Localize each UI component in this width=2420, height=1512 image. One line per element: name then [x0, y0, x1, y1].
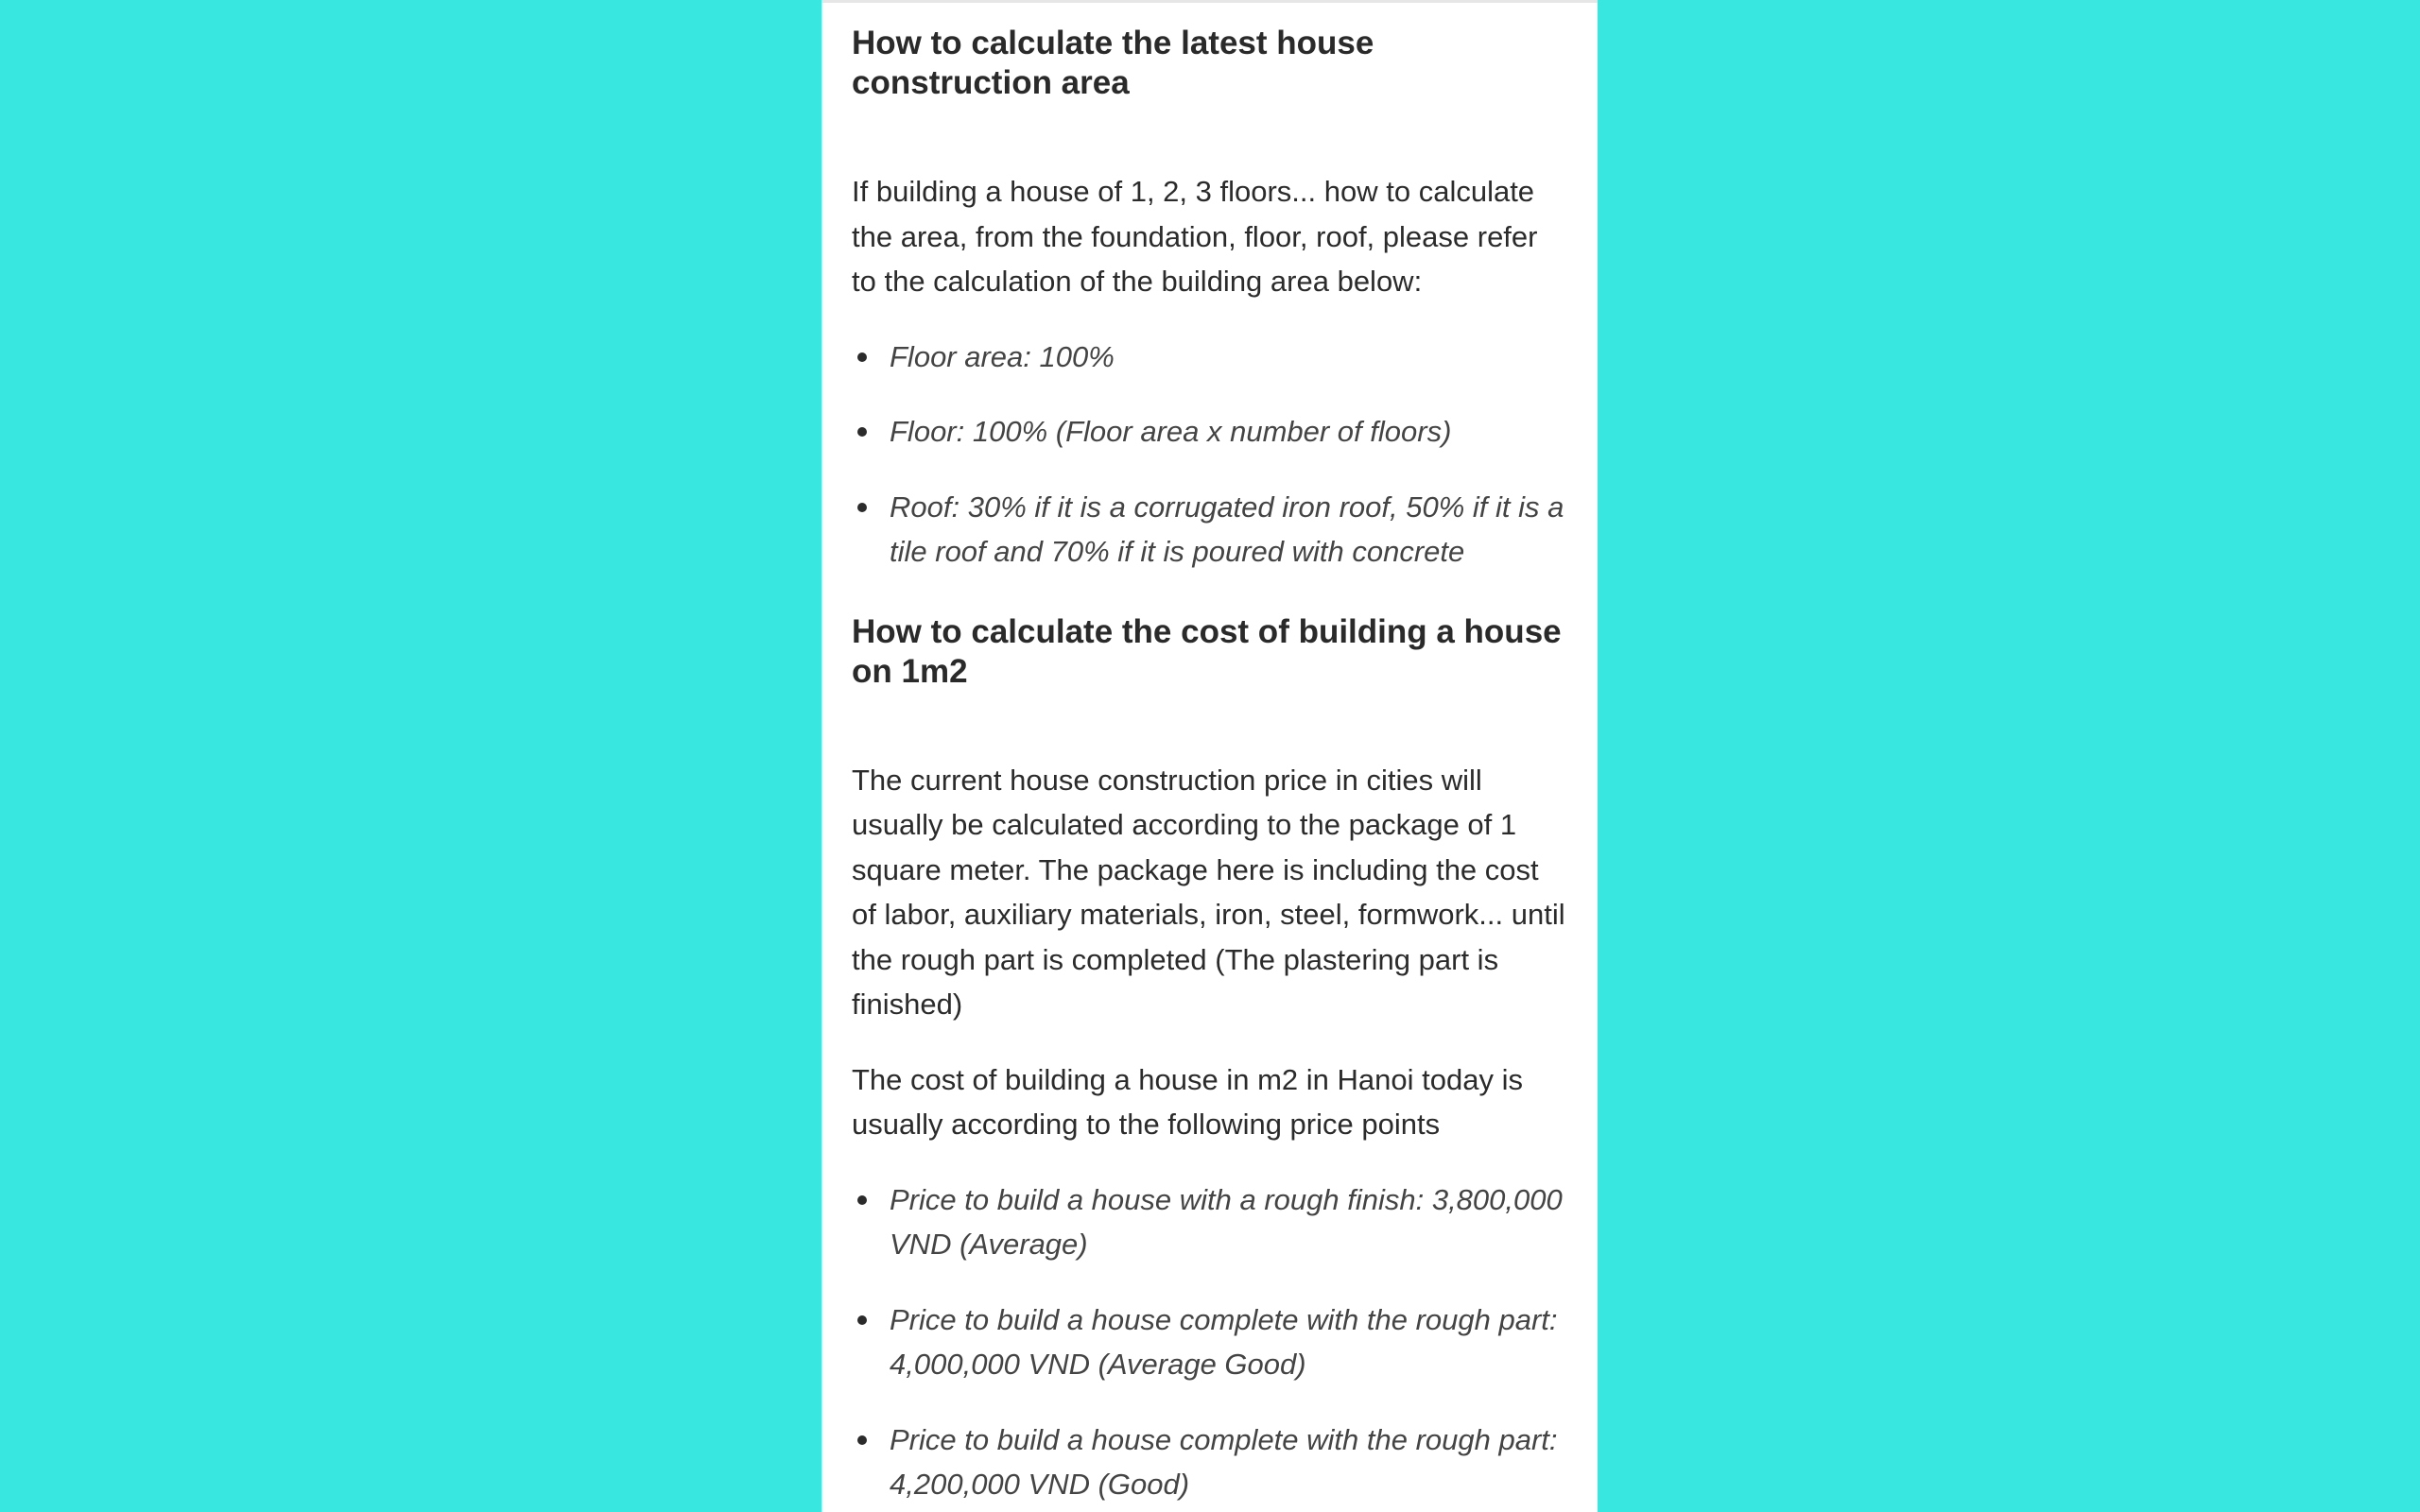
- list-item: [852, 485, 1569, 575]
- section-heading-construction-area: How to calculate the latest house construction area: [852, 25, 1374, 101]
- section-heading-cost-per-m2: How to calculate the cost of building a house on 1m2: [852, 612, 1562, 690]
- bullet-icon: [857, 1435, 867, 1445]
- area-list: [852, 335, 1569, 575]
- bullet-icon: [857, 427, 867, 437]
- list-item: [852, 1418, 1569, 1507]
- list-item: [852, 335, 1569, 380]
- list-item: [852, 1177, 1569, 1267]
- cost-paragraph: The current house construction price in cities will usually be calculated according to the package of 1 square meter. The package here is including the cost of labor, auxiliary materials, iron, steel, formwork... until the rough part is completed (The plastering part is finished): [852, 763, 1565, 1021]
- list-item-text: Price to build a house with a rough finish: 3,800,000 VND (Average): [890, 1182, 1563, 1261]
- price-list: [852, 1177, 1569, 1507]
- article-page: [821, 0, 1598, 1512]
- list-item-text: Price to build a house complete with the rough part: 4,200,000 VND (Good): [890, 1422, 1558, 1501]
- bullet-icon: [857, 1195, 867, 1205]
- list-item: [852, 409, 1569, 455]
- bullet-icon: [857, 1315, 867, 1325]
- bullet-icon: [857, 352, 867, 362]
- list-item-text: Roof: 30% if it is a corrugated iron roof, 50% if it is a tile roof and 70% if it is poured with concrete: [890, 490, 1564, 568]
- intro-paragraph: If building a house of 1, 2, 3 floors... how to calculate the area, from the foundation, floor, roof, please refer to the calculation of the building area below:: [852, 175, 1538, 298]
- price-points-paragraph: The cost of building a house in m2 in Hanoi today is usually according to the following price points: [852, 1062, 1523, 1141]
- list-item: [852, 1297, 1569, 1387]
- list-item-text: Price to build a house complete with the rough part: 4,000,000 VND (Average Good): [890, 1302, 1558, 1381]
- list-item-text: Floor: 100% (Floor area x number of floors): [890, 415, 1452, 448]
- bullet-icon: [857, 503, 867, 512]
- list-item-text: Floor area: 100%: [890, 339, 1115, 373]
